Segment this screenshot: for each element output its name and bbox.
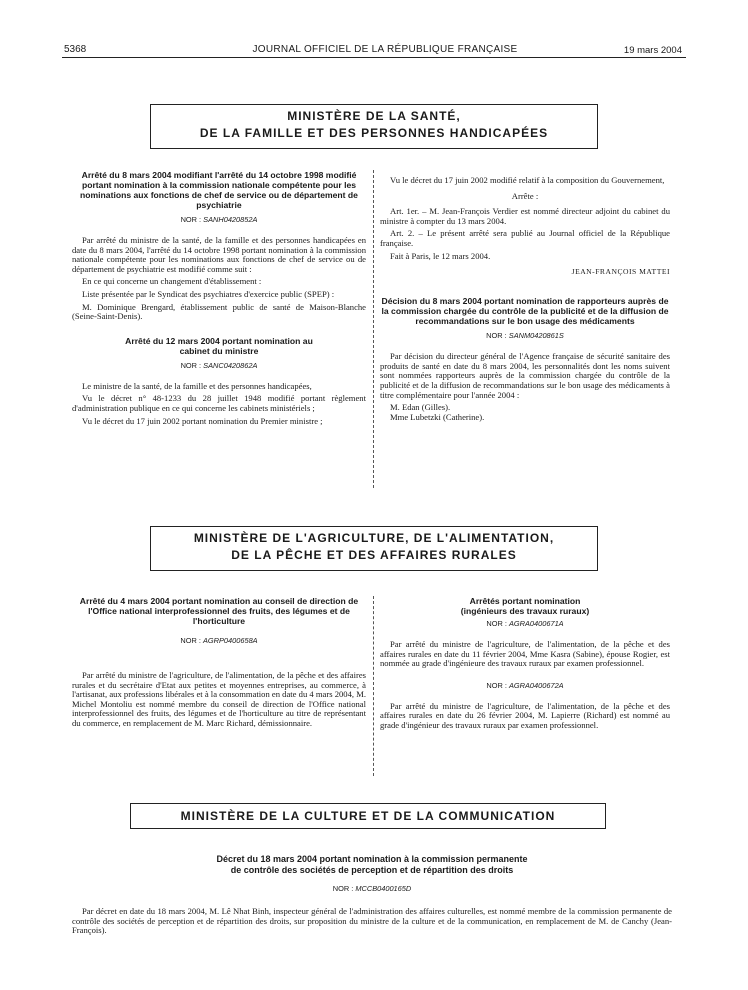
ministry-box-agriculture [150, 526, 598, 571]
nor-reference [380, 681, 670, 690]
article-body [380, 352, 670, 422]
paragraph: Par arrêté du ministre de l'agriculture, de l'alimentation, de la pêche et des affaires rurales en date du 26 février 2004, M. Lapierre (Richard) est nommé au grade d'ingénieur des travaux ruraux par examen professionnel. [380, 700, 670, 730]
paragraph: M. Dominique Brengard, établissement public de santé de Maison-Blanche (Seine-Saint-Denis). [72, 301, 366, 322]
article-title-line1: Arrêtés portant nomination [469, 596, 581, 606]
paragraph: Vu le décret du 17 juin 2002 portant nomination du Premier ministre ; [82, 415, 323, 426]
article-title: Arrêté du 4 mars 2004 portant nomination au conseil de direction de l'Office national interprofessionnel des fruits, des légumes et de l'horticulture [79, 596, 359, 626]
ministry-name-line1: MINISTÈRE DE L'AGRICULTURE, DE L'ALIMENTATION, [193, 531, 555, 545]
header-rule [62, 57, 686, 58]
article-body [380, 176, 670, 261]
article-body [380, 702, 670, 731]
ministry-name-line1: MINISTÈRE DE LA CULTURE ET DE LA COMMUNICATION [180, 809, 556, 823]
nor-code: SANH0420852A [203, 215, 258, 224]
nor-label: NOR : [180, 636, 203, 645]
nor-code: MCCB0400165D [355, 884, 412, 893]
column-separator [373, 170, 374, 488]
nor-code: AGRA0400671A [508, 619, 564, 628]
paragraph: Par arrêté du ministre de l'agriculture, de l'alimentation, de la pêche et des affaires rurales et du secrétaire d'Etat aux petites et moyennes entreprises, au commerce, à l'artisanat, aux professions libérales et à la consommation en date du 4 mars 2004, M. Michel Montoliu est nommé membre du conseil de direction de l'Office national interprofessionnel des fruits, des légumes et de l'horticulture au titre de représentant du commerce, en remplacement de M. Marc Richard, démissionnaire. [72, 670, 366, 728]
nor-reference [380, 331, 670, 340]
nor-code: AGRA0400672A [508, 680, 564, 690]
article-title: Arrêté du 8 mars 2004 modifiant l'arrêté du 14 octobre 1998 modifié portant nomination à la commission nationale compétente pour les nominations aux fonctions de chef de service ou de département de psychiatrie [80, 170, 358, 210]
nor-label: NOR : [180, 360, 204, 370]
article-title-line2: de contrôle des sociétés de perception et de répartition des droits [230, 865, 514, 875]
paragraph: Par arrêté du ministre de la santé, de la famille et des personnes handicapées en date du 8 mars 2004, l'arrêté du 14 octobre 1998 portant nomination à la commission nationale compétente pour les nominations aux fonctions de chef de service ou de département de psychiatrie est modifié comme suit : [72, 235, 366, 274]
signature-place-date: Fait à Paris, le 12 mars 2004. [390, 250, 491, 261]
article-body [72, 671, 366, 729]
page-number: 5368 [64, 44, 87, 55]
issue-date: 19 mars 2004 [623, 45, 682, 56]
article-body [72, 382, 366, 426]
nor-label: NOR : [486, 331, 509, 341]
nor-code: AGRP0400658A [202, 636, 258, 645]
culture-section [72, 854, 672, 939]
ministry-name-line2: DE LA PÊCHE ET DES AFFAIRES RURALES [231, 548, 517, 562]
agri-left-column [72, 596, 366, 732]
paragraph: M. Edan (Gilles). [390, 402, 451, 413]
article-1: Art. 1er. – M. Jean-François Verdier est nommé directeur adjoint du cabinet du ministre à compter du 13 mars 2004. [380, 206, 670, 226]
nor-code: SANM0420861S [508, 331, 564, 341]
paragraph: Le ministre de la santé, de la famille et des personnes handicapées, [82, 380, 312, 391]
article-body [72, 907, 672, 936]
nor-reference [72, 215, 366, 224]
article-title-line2: (ingénieurs des travaux ruraux) [460, 606, 590, 616]
article-title-line1: Décret du 18 mars 2004 portant nomination à la commission permanente [216, 854, 528, 864]
paragraph: Vu le décret n° 48-1233 du 28 juillet 1948 modifié portant règlement d'administration publique en ce qui concerne les cabinets ministériels ; [72, 393, 366, 413]
nor-reference [72, 636, 366, 645]
nor-label: NOR : [486, 619, 509, 628]
arrete-label: Arrête : [511, 190, 539, 201]
agri-right-column [380, 596, 670, 734]
paragraph: Par arrêté du ministre de l'agriculture, de l'alimentation, de la pêche et des affaires rurales en date du 11 février 2004, Mme Kasra (Sabine), épouse Rogier, est nommée au grade d'ingénieure des travaux ruraux par examen professionnel. [380, 639, 670, 669]
journal-title: JOURNAL OFFICIEL DE LA RÉPUBLIQUE FRANÇAISE [252, 44, 518, 55]
column-separator [373, 596, 374, 776]
ministry-box-culture [130, 803, 606, 829]
article-body [380, 640, 670, 669]
ministry-name-line1: MINISTÈRE DE LA SANTÉ, [287, 109, 461, 123]
article-2: Art. 2. – Le présent arrêté sera publié au Journal officiel de la République française. [380, 228, 670, 248]
nor-label: NOR : [486, 680, 509, 690]
ministry-box-sante [150, 104, 598, 149]
paragraph: Liste présentée par le Syndicat des psychiatres d'exercice public (SPEP) : [82, 288, 335, 299]
ministry-name-line2: DE LA FAMILLE ET DES PERSONNES HANDICAPÉES [199, 126, 549, 140]
nor-label: NOR : [332, 884, 356, 893]
paragraph: En ce qui concerne un changement d'établissement : [82, 276, 262, 287]
nor-reference [380, 619, 670, 628]
paragraph: Vu le décret du 17 juin 2002 modifié relatif à la composition du Gouvernement, [390, 175, 665, 185]
signatory: JEAN-FRANÇOIS MATTEI [571, 267, 670, 277]
nor-reference [72, 884, 672, 893]
article-title: Décision du 8 mars 2004 portant nomination de rapporteurs auprès de la commission chargée du contrôle de la publicité et de la diffusion de recommandations sur le bon usage des médicaments [381, 296, 669, 327]
nor-code: SANC0420862A [203, 360, 258, 370]
paragraph: Mme Lubetzki (Catherine). [390, 411, 485, 422]
paragraph: Par décret en date du 18 mars 2004, M. Lê Nhat Binh, inspecteur général de l'administration des affaires culturelles, est nommé membre de la commission permanente de contrôle des sociétés de perception et de répartition des droits, sur proposition du ministre de la culture et de la communication, en remplacement de M. de Canchy (Jean-François). [72, 906, 672, 936]
nor-label: NOR : [180, 215, 204, 224]
article-body [72, 236, 366, 322]
paragraph: Par décision du directeur général de l'Agence française de sécurité sanitaire des produits de santé en date du 8 mars 2004, les personnalités dont les noms suivent sont nommées rapporteurs auprès de la commission chargée du contrôle de la publicité et de la diffusion de recommandations sur le bon usage des médicaments à titre complémentaire pour l'année 2004 : [380, 351, 670, 400]
nor-reference [72, 361, 366, 370]
article-title: Arrêté du 12 mars 2004 portant nomination au cabinet du ministre [125, 335, 313, 356]
sante-right-column [380, 176, 670, 425]
sante-left-column [72, 170, 366, 429]
